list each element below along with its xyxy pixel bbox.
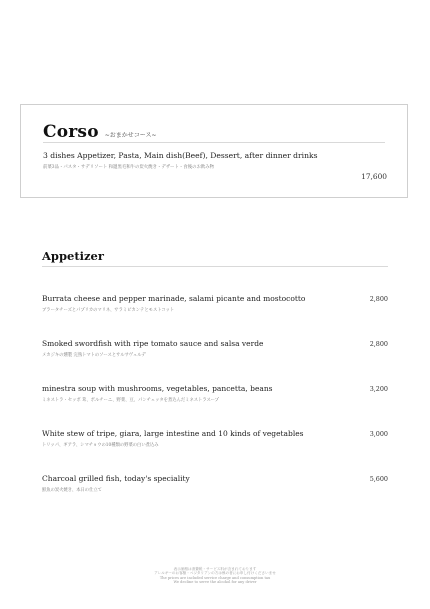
appetizer-section-title: Appetizer: [42, 249, 104, 263]
menu-item: [42, 339, 388, 358]
menu-item-name: minestra soup with mushrooms, vegetables, pancetta, beans: [42, 384, 273, 393]
menu-item-price: 5,600: [369, 475, 388, 483]
appetizer-divider: [42, 266, 388, 267]
menu-item-price: 3,200: [369, 385, 388, 393]
corso-subtitle: ~おまかせコース~: [104, 132, 157, 139]
corso-course-box: [20, 104, 408, 198]
footer-line: The prices are included service charge and consumption tax: [159, 575, 271, 580]
corso-title: Corso: [43, 122, 99, 142]
menu-item-name-jp: ミネストラ・セッポ 茸、ポルチーニ、野菜、豆、パンチェッタを煮込んだミネストラスープ: [42, 398, 219, 403]
footer-line: We decline to serve the alcohol for any driver: [173, 579, 257, 584]
menu-item-price: 2,800: [369, 295, 388, 303]
menu-item-name-jp: ブラータチーズとパプリカのマリネ、サラミピカンテとモストコット: [42, 308, 175, 313]
menu-item-name: Charcoal grilled fish, today's speciality: [42, 474, 190, 483]
corso-description-jp: 前菜3品・パスタ・サデリソート 和邊黒毛和牛の炭火焼き・デザート・食後のお飲み物: [43, 165, 215, 170]
footer-notes: [0, 567, 430, 584]
corso-divider: [43, 142, 385, 143]
menu-item-name: Smoked swordfish with ripe tomato sauce and salsa verde: [42, 339, 264, 348]
menu-item: [42, 384, 388, 403]
menu-item-price: 3,000: [369, 430, 388, 438]
corso-description: 3 dishes Appetizer, Pasta, Main dish(Beef), Dessert, after dinner drinks: [43, 151, 318, 160]
menu-item: [42, 294, 388, 313]
menu-item-name-jp: メカジキの燻製 完熟トマトのソースとサルサヴェルデ: [42, 353, 146, 358]
footer-line: アレルギーのお客様・ベジタリアンの方は係の者にお申し付けくださいませ: [154, 571, 276, 576]
menu-item: [42, 429, 388, 448]
menu-item-name-jp: トリッパ、ギアラ、シマチョウの10種類の野菜の白い煮込み: [42, 443, 159, 448]
corso-header: [43, 122, 157, 142]
corso-price: 17,600: [361, 172, 387, 181]
menu-item-price: 2,800: [369, 340, 388, 348]
menu-item-name-jp: 鮮魚の炭火焼き、本日の仕立て: [42, 488, 102, 493]
menu-item-name: White stew of tripe, giara, large intestine and 10 kinds of vegetables: [42, 429, 304, 438]
menu-item-name: Burrata cheese and pepper marinade, salami picante and mostocotto: [42, 294, 306, 303]
footer-line: 表示価格は消費税・サービス料が含まれております: [173, 567, 257, 571]
menu-item: [42, 474, 388, 493]
